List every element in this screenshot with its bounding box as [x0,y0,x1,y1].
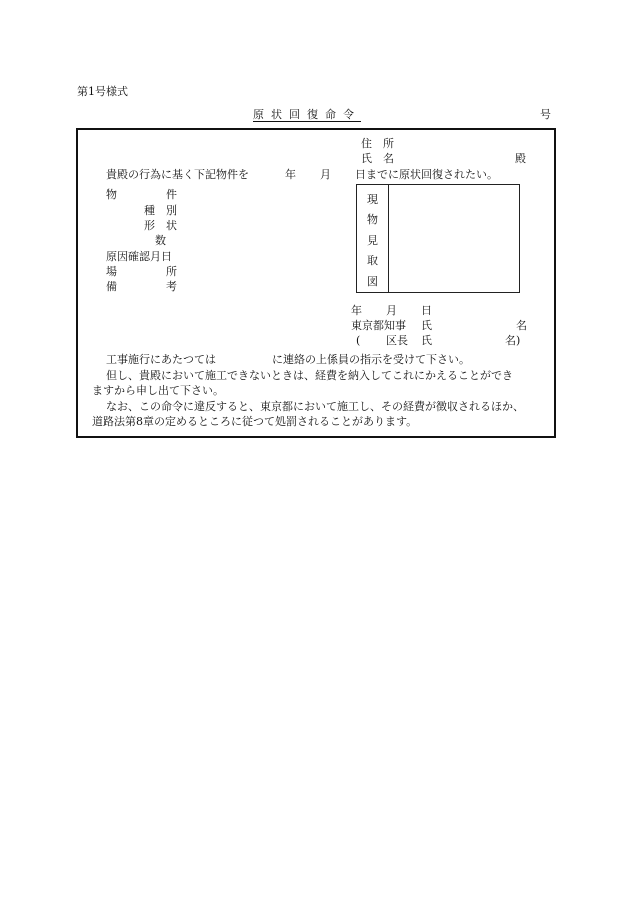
note-line1-a: 工事施行にあたつては [106,353,216,366]
ward-name-label: 氏 [421,334,432,347]
issue-year: 年 [351,304,362,317]
item-quantity: 数 [155,234,166,247]
item-shape-2: 状 [166,219,177,232]
item-object-2: 件 [166,188,177,201]
note-line2-b: ますから申し出て下さい。 [92,384,224,397]
document-title: 原状回復命令 [253,108,361,121]
sketch-label-5: 図 [367,275,378,288]
sketch-label-2: 物 [367,213,378,226]
governor-title: 東京都知事 [351,319,406,332]
item-location-1: 場 [106,265,117,278]
address-label: 住 所 [361,137,394,150]
item-type-2: 別 [166,204,177,217]
item-shape-1: 形 [144,219,155,232]
item-remarks-1: 備 [106,280,117,293]
sketch-label-4: 取 [367,254,378,267]
ward-title: 区長 [386,334,408,347]
honorific: 殿 [515,152,526,165]
sketch-box [356,184,520,293]
item-type-1: 種 [144,204,155,217]
ward-name-end: 名) [505,334,521,347]
item-cause-date: 原因確認月日 [106,250,172,263]
governor-name-label: 氏 [421,319,432,332]
ward-open-paren: ( [356,334,361,347]
sketch-box-divider [388,184,389,293]
item-object-1: 物 [106,188,117,201]
governor-name-end: 名 [516,319,527,332]
note-line3-b: 道路法第8章の定めるところに従つて処罰されることがあります。 [92,415,418,428]
order-prefix: 貴殿の行為に基く下記物件を [106,168,249,181]
sketch-label-1: 現 [367,193,378,206]
note-line1-b: に連絡の上係員の指示を受けて下さい。 [272,353,470,366]
order-year: 年 [285,168,296,181]
item-remarks-2: 考 [166,280,177,293]
issue-month: 月 [386,304,397,317]
order-suffix: 日までに原状回復されたい。 [355,168,498,181]
form-number: 第1号様式 [77,85,128,98]
note-line3-a: なお、この命令に違反すると、東京都において施工し、その経費が徴収されるほか、 [106,400,524,413]
document-number-suffix: 号 [540,108,551,121]
issue-day: 日 [421,304,432,317]
note-line2-a: 但し、貴殿において施工できないときは、経費を納入してこれにかえることができ [106,369,513,382]
name-label: 氏 名 [361,152,394,165]
order-month: 月 [320,168,331,181]
sketch-label-3: 見 [367,234,378,247]
item-location-2: 所 [166,265,177,278]
